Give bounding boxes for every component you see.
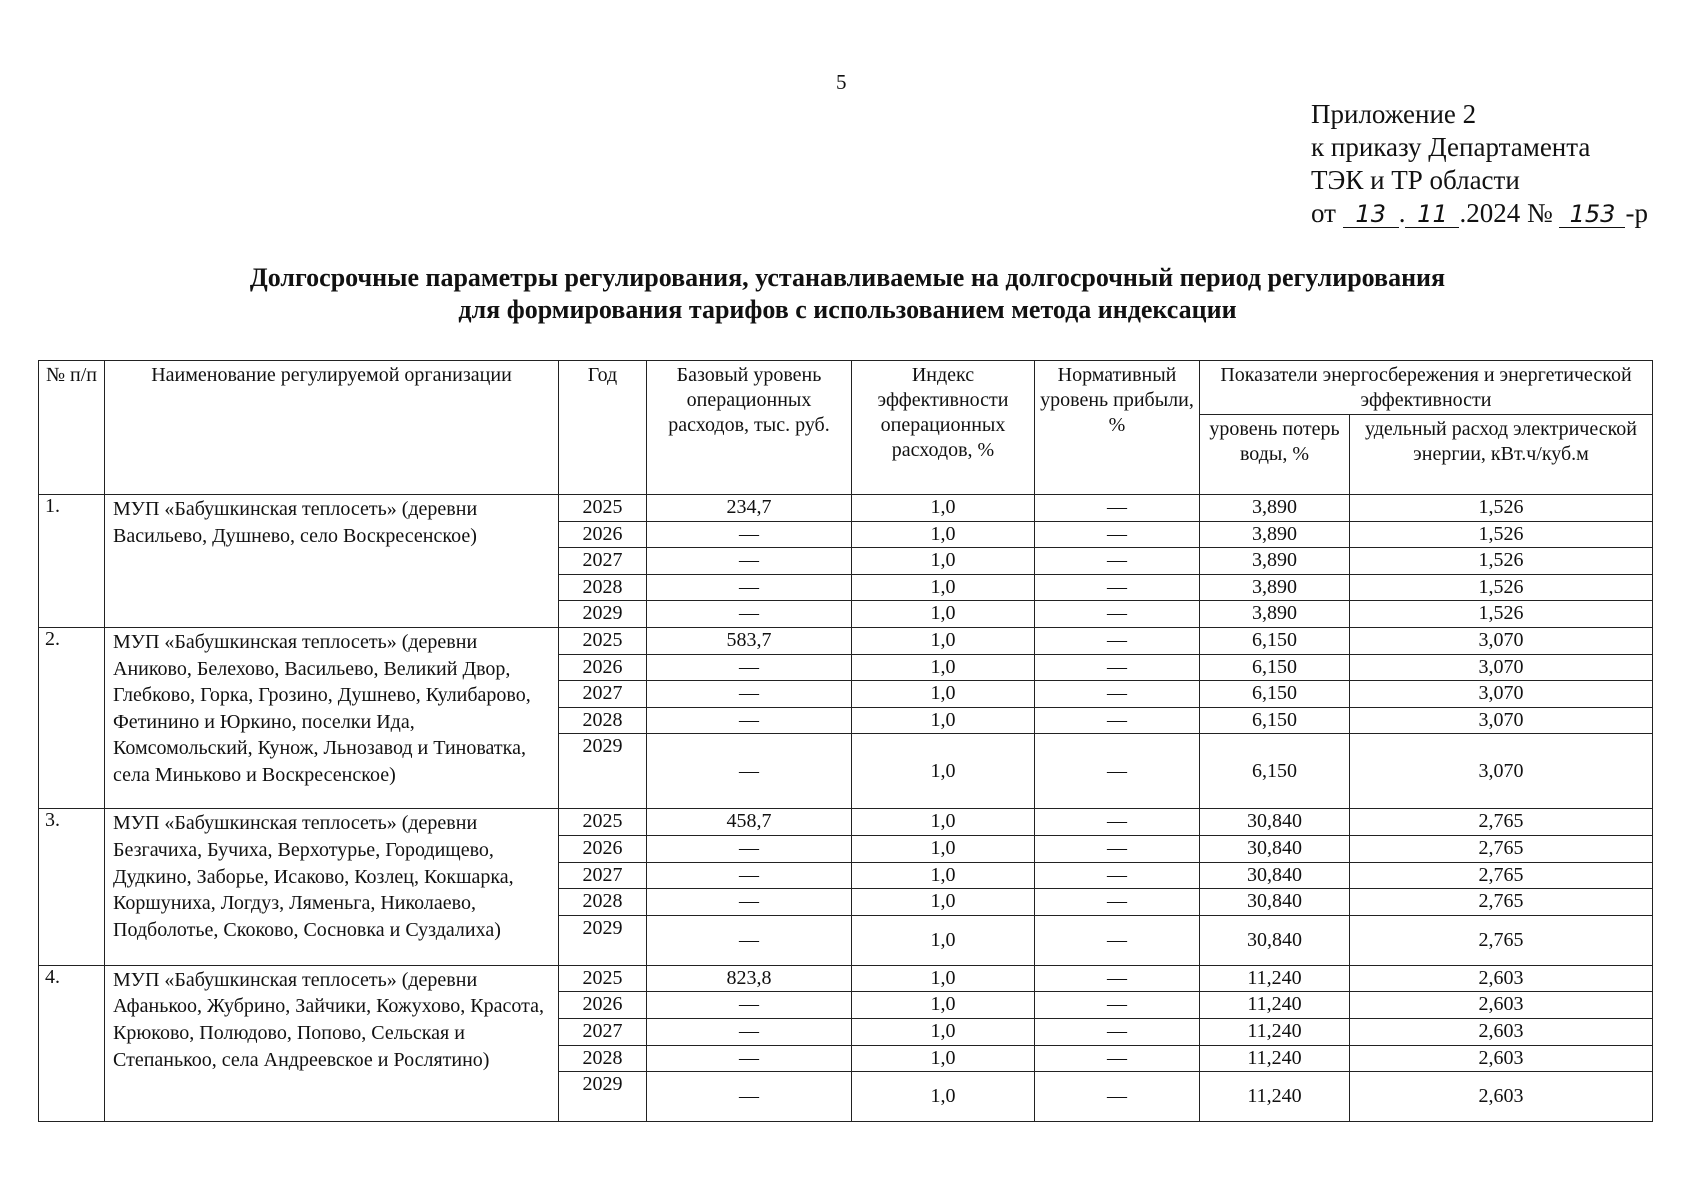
table-row (39, 965, 1653, 992)
profit-level-cell: — (1035, 681, 1200, 708)
efficiency-index-cell: 1,0 (852, 965, 1035, 992)
base-cost-cell: — (647, 707, 852, 734)
organization-name: МУП «Бабушкинская теплосеть» (деревни Афанькоо, Жубрино, Зайчики, Кожухово, Красота, Крюково, Полюдово, Попово, Сельская и Степанькоо, села Андреевское и Рослятино) (105, 965, 559, 1121)
efficiency-index-cell: 1,0 (852, 862, 1035, 889)
water-loss-cell: 11,240 (1200, 1045, 1350, 1072)
electricity-cell: 3,070 (1350, 681, 1653, 708)
year-cell: 2027 (559, 862, 647, 889)
electricity-cell: 3,070 (1350, 734, 1653, 809)
year-cell: 2029 (559, 915, 647, 965)
date-prefix: от (1311, 198, 1336, 228)
electricity-cell: 2,603 (1350, 965, 1653, 992)
water-loss-cell: 11,240 (1200, 1018, 1350, 1045)
profit-level-cell: — (1035, 495, 1200, 522)
year-cell: 2026 (559, 521, 647, 548)
year-cell: 2028 (559, 574, 647, 601)
profit-level-cell: — (1035, 1045, 1200, 1072)
efficiency-index-cell: 1,0 (852, 1018, 1035, 1045)
appendix-date-line: от 13 . 11 .2024 № 153 -р (1311, 198, 1648, 228)
efficiency-index-cell: 1,0 (852, 1045, 1035, 1072)
profit-level-cell: — (1035, 809, 1200, 836)
efficiency-index-cell: 1,0 (852, 521, 1035, 548)
header-num: № п/п (39, 361, 105, 495)
water-loss-cell: 30,840 (1200, 889, 1350, 916)
electricity-cell: 2,765 (1350, 915, 1653, 965)
title-line-1: Долгосрочные параметры регулирования, устанавливаемые на долгосрочный период регулирования (249, 263, 1446, 292)
year-cell: 2027 (559, 548, 647, 575)
profit-level-cell: — (1035, 734, 1200, 809)
base-cost-cell: — (647, 992, 852, 1019)
year-cell: 2026 (559, 992, 647, 1019)
electricity-cell: 2,603 (1350, 1045, 1653, 1072)
base-cost-cell: 823,8 (647, 965, 852, 992)
appendix-line-1: Приложение 2 (1311, 99, 1477, 129)
organization-name: МУП «Бабушкинская теплосеть» (деревни Безгачиха, Бучиха, Верхотурье, Городищево, Дудкино, Заборье, Исаково, Козлец, Кокшарка, Коршуниха, Логдуз, Ляменьга, Николаево, Подболотье, Скоково, Сосновка и Суздалиха) (105, 809, 559, 965)
base-cost-cell: — (647, 654, 852, 681)
header-year: Год (559, 361, 647, 495)
date-year-number-label: .2024 № (1459, 198, 1553, 228)
electricity-cell: 2,765 (1350, 809, 1653, 836)
base-cost-cell: — (647, 862, 852, 889)
profit-level-cell: — (1035, 627, 1200, 654)
appendix-line-2: к приказу Департамента (1311, 132, 1591, 162)
water-loss-cell: 30,840 (1200, 915, 1350, 965)
appendix-block (1311, 98, 1648, 230)
row-number: 1. (39, 495, 105, 628)
base-cost-cell: 234,7 (647, 495, 852, 522)
base-cost-cell: — (647, 835, 852, 862)
water-loss-cell: 3,890 (1200, 495, 1350, 522)
base-cost-cell: — (647, 681, 852, 708)
base-cost-cell: — (647, 601, 852, 628)
table-body (39, 495, 1653, 1122)
base-cost-cell: — (647, 574, 852, 601)
water-loss-cell: 3,890 (1200, 601, 1350, 628)
year-cell: 2028 (559, 707, 647, 734)
profit-level-cell: — (1035, 835, 1200, 862)
header-profit-level: Нормативный уровень прибыли, % (1035, 361, 1200, 495)
year-cell: 2027 (559, 681, 647, 708)
electricity-cell: 3,070 (1350, 707, 1653, 734)
year-cell: 2028 (559, 1045, 647, 1072)
base-cost-cell: — (647, 889, 852, 916)
header-efficiency-index: Индекс эффективности операционных расходов, % (852, 361, 1035, 495)
table-row (39, 809, 1653, 836)
header-electricity: удельный расход электрической энергии, кВт.ч/куб.м (1350, 415, 1653, 495)
base-cost-cell: — (647, 1072, 852, 1122)
water-loss-cell: 3,890 (1200, 521, 1350, 548)
year-cell: 2026 (559, 654, 647, 681)
efficiency-index-cell: 1,0 (852, 627, 1035, 654)
year-cell: 2029 (559, 734, 647, 809)
profit-level-cell: — (1035, 1072, 1200, 1122)
efficiency-index-cell: 1,0 (852, 548, 1035, 575)
profit-level-cell: — (1035, 992, 1200, 1019)
efficiency-index-cell: 1,0 (852, 889, 1035, 916)
base-cost-cell: — (647, 1045, 852, 1072)
base-cost-cell: — (647, 915, 852, 965)
efficiency-index-cell: 1,0 (852, 809, 1035, 836)
year-cell: 2025 (559, 627, 647, 654)
water-loss-cell: 30,840 (1200, 835, 1350, 862)
efficiency-index-cell: 1,0 (852, 835, 1035, 862)
profit-level-cell: — (1035, 707, 1200, 734)
header-water-loss: уровень потерь воды, % (1200, 415, 1350, 495)
water-loss-cell: 3,890 (1200, 574, 1350, 601)
electricity-cell: 1,526 (1350, 601, 1653, 628)
water-loss-cell: 11,240 (1200, 965, 1350, 992)
handwritten-order-number: 153 (1559, 201, 1625, 228)
water-loss-cell: 11,240 (1200, 992, 1350, 1019)
organization-name: МУП «Бабушкинская теплосеть» (деревни Васильево, Душнево, село Воскресенское) (105, 495, 559, 628)
row-number: 3. (39, 809, 105, 965)
year-cell: 2026 (559, 835, 647, 862)
title-line-2: для формирования тарифов с использованием метода индексации (458, 295, 1237, 324)
year-cell: 2029 (559, 601, 647, 628)
base-cost-cell: — (647, 1018, 852, 1045)
water-loss-cell: 3,890 (1200, 548, 1350, 575)
header-org: Наименование регулируемой организации (105, 361, 559, 495)
document-title (0, 262, 1695, 326)
profit-level-cell: — (1035, 1018, 1200, 1045)
row-number: 4. (39, 965, 105, 1121)
base-cost-cell: 583,7 (647, 627, 852, 654)
electricity-cell: 3,070 (1350, 654, 1653, 681)
appendix-line-3: ТЭК и ТР области (1311, 165, 1520, 195)
profit-level-cell: — (1035, 574, 1200, 601)
electricity-cell: 2,765 (1350, 862, 1653, 889)
water-loss-cell: 6,150 (1200, 707, 1350, 734)
efficiency-index-cell: 1,0 (852, 601, 1035, 628)
year-cell: 2029 (559, 1072, 647, 1122)
base-cost-cell: — (647, 734, 852, 809)
profit-level-cell: — (1035, 601, 1200, 628)
profit-level-cell: — (1035, 654, 1200, 681)
profit-level-cell: — (1035, 889, 1200, 916)
water-loss-cell: 30,840 (1200, 862, 1350, 889)
electricity-cell: 2,603 (1350, 1072, 1653, 1122)
page-number: 5 (836, 70, 847, 94)
efficiency-index-cell: 1,0 (852, 734, 1035, 809)
profit-level-cell: — (1035, 521, 1200, 548)
row-number: 2. (39, 627, 105, 808)
handwritten-day: 13 (1343, 201, 1399, 228)
year-cell: 2025 (559, 495, 647, 522)
year-cell: 2028 (559, 889, 647, 916)
base-cost-cell: — (647, 521, 852, 548)
electricity-cell: 2,603 (1350, 1018, 1653, 1045)
efficiency-index-cell: 1,0 (852, 915, 1035, 965)
table-row (39, 627, 1653, 654)
water-loss-cell: 6,150 (1200, 654, 1350, 681)
profit-level-cell: — (1035, 915, 1200, 965)
electricity-cell: 2,603 (1350, 992, 1653, 1019)
water-loss-cell: 6,150 (1200, 627, 1350, 654)
efficiency-index-cell: 1,0 (852, 992, 1035, 1019)
profit-level-cell: — (1035, 965, 1200, 992)
year-cell: 2027 (559, 1018, 647, 1045)
electricity-cell: 3,070 (1350, 627, 1653, 654)
water-loss-cell: 30,840 (1200, 809, 1350, 836)
header-base-cost: Базовый уровень операционных расходов, тыс. руб. (647, 361, 852, 495)
efficiency-index-cell: 1,0 (852, 707, 1035, 734)
handwritten-month: 11 (1405, 201, 1459, 228)
water-loss-cell: 6,150 (1200, 734, 1350, 809)
electricity-cell: 2,765 (1350, 835, 1653, 862)
electricity-cell: 1,526 (1350, 548, 1653, 575)
year-cell: 2025 (559, 809, 647, 836)
electricity-cell: 2,765 (1350, 889, 1653, 916)
water-loss-cell: 6,150 (1200, 681, 1350, 708)
base-cost-cell: 458,7 (647, 809, 852, 836)
header-energy-group: Показатели энергосбережения и энергетической эффективности (1200, 361, 1653, 415)
header-row-1 (39, 361, 1653, 415)
year-cell: 2025 (559, 965, 647, 992)
efficiency-index-cell: 1,0 (852, 574, 1035, 601)
profit-level-cell: — (1035, 548, 1200, 575)
efficiency-index-cell: 1,0 (852, 681, 1035, 708)
efficiency-index-cell: 1,0 (852, 654, 1035, 681)
base-cost-cell: — (647, 548, 852, 575)
efficiency-index-cell: 1,0 (852, 1072, 1035, 1122)
electricity-cell: 1,526 (1350, 495, 1653, 522)
parameters-table (38, 360, 1653, 1122)
water-loss-cell: 11,240 (1200, 1072, 1350, 1122)
efficiency-index-cell: 1,0 (852, 495, 1035, 522)
profit-level-cell: — (1035, 862, 1200, 889)
table-row (39, 495, 1653, 522)
electricity-cell: 1,526 (1350, 574, 1653, 601)
electricity-cell: 1,526 (1350, 521, 1653, 548)
order-suffix: -р (1625, 198, 1648, 228)
organization-name: МУП «Бабушкинская теплосеть» (деревни Аниково, Белехово, Васильево, Великий Двор, Глебково, Горка, Грозино, Душнево, Кулибарово, Фетинино и Юркино, поселки Ида, Комсомольский, Кунож, Льнозавод и Тиноватка, села Миньково и Воскресенское) (105, 627, 559, 808)
